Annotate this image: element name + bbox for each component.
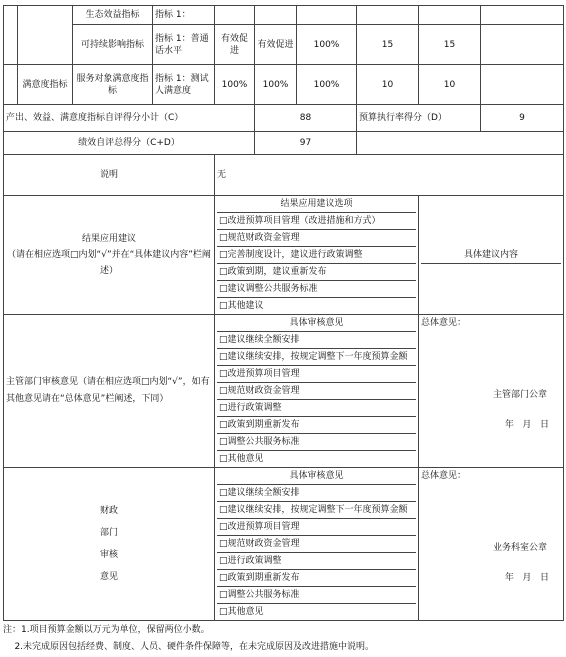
dept-date: 年 月 日 bbox=[504, 420, 549, 430]
dept-options bbox=[215, 315, 419, 468]
option-checkbox-item[interactable]: □调整公共服务标准 bbox=[217, 587, 416, 604]
actual-value: 有效促进 bbox=[255, 25, 297, 65]
dept-option-list bbox=[217, 332, 416, 467]
option-checkbox-item[interactable]: □其他意见 bbox=[219, 607, 264, 617]
finance-overall bbox=[419, 468, 564, 621]
explain-label: 说明 bbox=[4, 155, 215, 196]
form-table bbox=[3, 5, 564, 621]
target-value: 100% bbox=[215, 65, 255, 105]
option-checkbox-item[interactable]: □其他建议 bbox=[219, 301, 264, 311]
rate-value: 100% bbox=[297, 25, 357, 65]
option-checkbox-item[interactable]: □改进预算项目管理 bbox=[217, 366, 416, 383]
indicator-category-blank-2 bbox=[18, 6, 73, 65]
indicator-category: 满意度指标 bbox=[18, 65, 73, 105]
finance-overall-label: 总体意见： bbox=[421, 471, 467, 481]
option-checkbox-item[interactable]: □调整公共服务标准 bbox=[217, 434, 416, 451]
option-checkbox-item[interactable]: □规范财政资金管理 bbox=[217, 383, 416, 400]
finance-label-line: 审核 bbox=[99, 550, 118, 560]
finance-date: 年 月 日 bbox=[504, 573, 549, 583]
total-label: 绩效自评总得分（C+D） bbox=[4, 132, 255, 155]
rate-value: 100% bbox=[297, 65, 357, 105]
finance-label-line: 意见 bbox=[99, 572, 118, 582]
finance-label bbox=[4, 468, 215, 621]
option-checkbox-item[interactable]: □规范财政资金管理 bbox=[217, 230, 416, 247]
indicator-category-blank bbox=[4, 6, 18, 65]
option-checkbox-item[interactable]: □政策到期重新发布 bbox=[217, 570, 416, 587]
option-checkbox-item[interactable]: □完善制度设计，建议进行政策调整 bbox=[217, 247, 416, 264]
finance-options-header: 具体审核意见 bbox=[217, 468, 416, 485]
footnotes bbox=[3, 622, 374, 656]
option-checkbox-item[interactable]: □进行政策调整 bbox=[217, 553, 416, 570]
option-checkbox-item[interactable]: □建议继续安排，按规定调整下一年度预算金额 bbox=[217, 502, 416, 519]
finance-option-list bbox=[217, 485, 416, 620]
result-options-header: 结果应用建议选项 bbox=[217, 196, 416, 213]
weight-value: 15 bbox=[357, 25, 419, 65]
option-checkbox-item[interactable]: □改进预算项目管理 bbox=[217, 519, 416, 536]
option-checkbox-item[interactable]: □规范财政资金管理 bbox=[217, 536, 416, 553]
subtotal-value: 88 bbox=[255, 105, 357, 132]
result-label-text: 结果应用建议 （请在相应选项□内划“√”并在“具体建议内容”栏阐述） bbox=[7, 234, 211, 276]
dept-label: 主管部门审核意见（请在相应选项□内划“√”，如有其他意见请在“总体意见”栏阐述，下同） bbox=[4, 315, 215, 468]
finance-seal: 业务科室公章 bbox=[492, 543, 547, 553]
finance-options bbox=[215, 468, 419, 621]
sub-indicator: 生态效益指标 bbox=[73, 6, 153, 25]
exec-rate-label: 预算执行率得分（D） bbox=[357, 105, 481, 132]
option-checkbox-item[interactable]: □政策到期重新发布 bbox=[217, 417, 416, 434]
actual-value: 100% bbox=[255, 65, 297, 105]
option-checkbox-item[interactable]: □政策到期，建议重新发布 bbox=[217, 264, 416, 281]
indicator-name: 指标 1： bbox=[153, 6, 215, 25]
result-options bbox=[215, 196, 419, 315]
total-value: 97 bbox=[255, 132, 357, 155]
sub-indicator: 可持续影响指标 bbox=[73, 25, 153, 65]
option-checkbox-item[interactable]: □建议继续全额安排 bbox=[217, 332, 416, 349]
option-checkbox-item[interactable]: □建议继续全额安排 bbox=[217, 485, 416, 502]
evaluation-form bbox=[3, 5, 563, 621]
option-checkbox-item[interactable]: □改进预算项目管理（改进措施和方式） bbox=[217, 213, 416, 230]
option-checkbox-item[interactable]: □建议调整公共服务标准 bbox=[217, 281, 416, 298]
footnote: 2.未完成原因包括经费、制度、人员、硬件条件保障等，在未完成原因及改进措施中说明。 bbox=[3, 642, 375, 652]
dept-seal: 主管部门公章 bbox=[492, 390, 547, 400]
result-label bbox=[4, 196, 215, 315]
dept-overall bbox=[419, 315, 564, 468]
dept-options-header: 具体审核意见 bbox=[217, 315, 416, 332]
score-value: 15 bbox=[419, 25, 481, 65]
result-content-header: 具体建议内容 bbox=[421, 247, 561, 264]
finance-label-line: 财政 bbox=[99, 506, 118, 516]
exec-rate-value: 9 bbox=[481, 105, 564, 132]
indicator-name: 指标 1：普通话水平 bbox=[153, 25, 215, 65]
option-checkbox-item[interactable]: □建议继续安排，按规定调整下一年度预算金额 bbox=[217, 349, 416, 366]
explain-value: 无 bbox=[215, 155, 564, 196]
option-checkbox-item[interactable]: □其他意见 bbox=[219, 454, 264, 464]
finance-label-lines bbox=[6, 500, 212, 588]
sub-indicator: 服务对象满意度指标 bbox=[73, 65, 153, 105]
finance-label-line: 部门 bbox=[99, 528, 118, 538]
weight-value: 10 bbox=[357, 65, 419, 105]
footnote: 注：1.项目预算金额以万元为单位，保留两位小数。 bbox=[3, 625, 210, 635]
target-value: 有效促进 bbox=[215, 25, 255, 65]
dept-overall-label: 总体意见： bbox=[421, 318, 467, 328]
score-value: 10 bbox=[419, 65, 481, 105]
result-content bbox=[419, 196, 564, 315]
result-option-list bbox=[217, 213, 416, 314]
indicator-name: 指标 1：测试人满意度 bbox=[153, 65, 215, 105]
option-checkbox-item[interactable]: □进行政策调整 bbox=[217, 400, 416, 417]
subtotal-label: 产出、效益、满意度指标自评得分小计（C） bbox=[4, 105, 255, 132]
